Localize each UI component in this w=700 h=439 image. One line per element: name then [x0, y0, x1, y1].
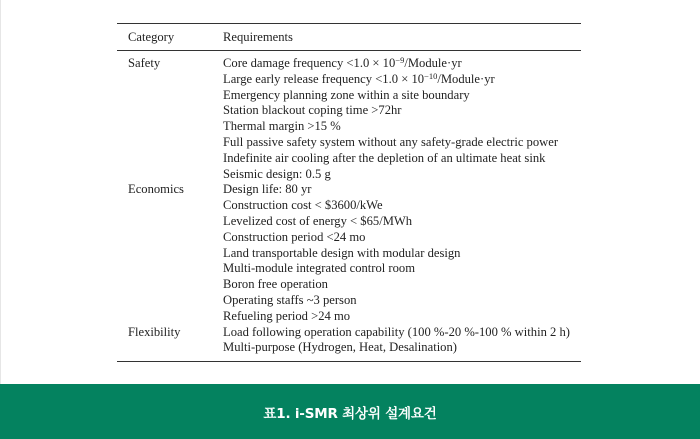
category-cell-empty	[117, 246, 223, 262]
table-row	[117, 51, 581, 72]
requirement-cell	[223, 119, 581, 135]
category-cell-empty	[117, 277, 223, 293]
page-edge-line	[0, 0, 1, 384]
requirement-text: Boron free operation	[223, 277, 328, 292]
requirement-cell	[223, 103, 581, 119]
table-row	[117, 198, 581, 214]
table-row	[117, 230, 581, 246]
table-row	[117, 167, 581, 183]
requirement-cell	[223, 309, 581, 325]
category-cell: Economics	[128, 182, 184, 197]
table-row	[117, 88, 581, 104]
table-row	[117, 293, 581, 309]
requirement-text: Construction cost < $3600/kWe	[223, 198, 383, 213]
category-cell-empty	[117, 135, 223, 151]
requirement-cell	[223, 72, 581, 88]
requirement-unit: /Module·yr	[437, 71, 495, 86]
requirement-text: Multi-purpose (Hydrogen, Heat, Desalination)	[223, 340, 457, 355]
requirement-cell	[223, 167, 581, 183]
requirement-cell	[223, 277, 581, 293]
table-header-row	[117, 24, 581, 51]
category-cell-empty	[117, 198, 223, 214]
category-cell-empty	[117, 309, 223, 325]
requirement-text: Construction period <24 mo	[223, 229, 366, 244]
category-cell-empty	[117, 214, 223, 230]
requirement-cell	[223, 261, 581, 277]
table-row	[117, 325, 581, 341]
requirement-text: Indefinite air cooling after the depletion of an ultimate heat sink	[223, 150, 546, 165]
header-category: Category	[117, 24, 223, 51]
requirement-cell	[223, 325, 581, 341]
requirement-text: Thermal margin >15 %	[223, 119, 341, 134]
requirement-text: Seismic design: 0.5 g	[223, 166, 331, 181]
caption-band	[0, 384, 700, 439]
table-row	[117, 72, 581, 88]
category-cell-empty	[117, 230, 223, 246]
table-row	[117, 261, 581, 277]
requirement-cell	[223, 340, 581, 361]
table-row	[117, 214, 581, 230]
table-row	[117, 151, 581, 167]
requirement-cell	[223, 135, 581, 151]
requirement-cell	[223, 214, 581, 230]
header-requirements: Requirements	[223, 24, 581, 51]
requirement-cell	[223, 151, 581, 167]
requirement-text: Station blackout coping time >72hr	[223, 103, 402, 118]
category-cell-empty	[117, 119, 223, 135]
category-cell-empty	[117, 103, 223, 119]
table-caption: 표1. i-SMR 최상위 설계요건	[263, 405, 437, 422]
requirement-text: Design life: 80 yr	[223, 182, 312, 197]
table-row	[117, 182, 581, 198]
category-cell: Safety	[128, 56, 161, 70]
requirement-text: Full passive safety system without any safety-grade electric power	[223, 134, 559, 149]
requirement-text: Refueling period >24 mo	[223, 308, 351, 323]
table-row	[117, 340, 581, 361]
table-row	[117, 119, 581, 135]
category-cell-empty	[117, 167, 223, 183]
requirement-cell	[223, 246, 581, 262]
table-body	[117, 51, 581, 362]
requirement-cell	[223, 182, 581, 198]
table-row	[117, 246, 581, 262]
requirement-unit: /Module·yr	[404, 56, 462, 70]
requirement-text: Land transportable design with modular design	[223, 245, 461, 260]
requirement-text: Emergency planning zone within a site boundary	[223, 87, 470, 102]
category-cell-empty	[117, 151, 223, 167]
requirement-text: Levelized cost of energy < $65/MWh	[223, 213, 413, 228]
requirement-exponent: −10	[424, 70, 438, 81]
requirement-text: Large early release frequency <1.0 × 10	[223, 71, 425, 86]
requirement-cell	[223, 293, 581, 309]
requirement-cell	[223, 198, 581, 214]
category-cell: Flexibility	[128, 324, 181, 339]
table-row	[117, 309, 581, 325]
category-cell-empty	[117, 72, 223, 88]
requirement-text: Core damage frequency <1.0 × 10	[223, 56, 396, 70]
requirement-exponent: −9	[395, 55, 405, 65]
category-cell-empty	[117, 261, 223, 277]
requirement-cell	[223, 88, 581, 104]
table-row	[117, 135, 581, 151]
table-row	[117, 277, 581, 293]
requirements-table	[117, 23, 581, 362]
requirement-cell	[223, 230, 581, 246]
category-cell-empty	[117, 293, 223, 309]
requirement-cell	[223, 51, 581, 72]
requirement-text: Load following operation capability (100 %-20 %-100 % within 2 h)	[223, 324, 570, 339]
table-row	[117, 103, 581, 119]
category-cell-empty	[117, 340, 223, 361]
category-cell-empty	[117, 88, 223, 104]
requirements-table-container	[117, 23, 581, 362]
requirement-text: Multi-module integrated control room	[223, 261, 416, 276]
requirement-text: Operating staffs ~3 person	[223, 292, 357, 307]
